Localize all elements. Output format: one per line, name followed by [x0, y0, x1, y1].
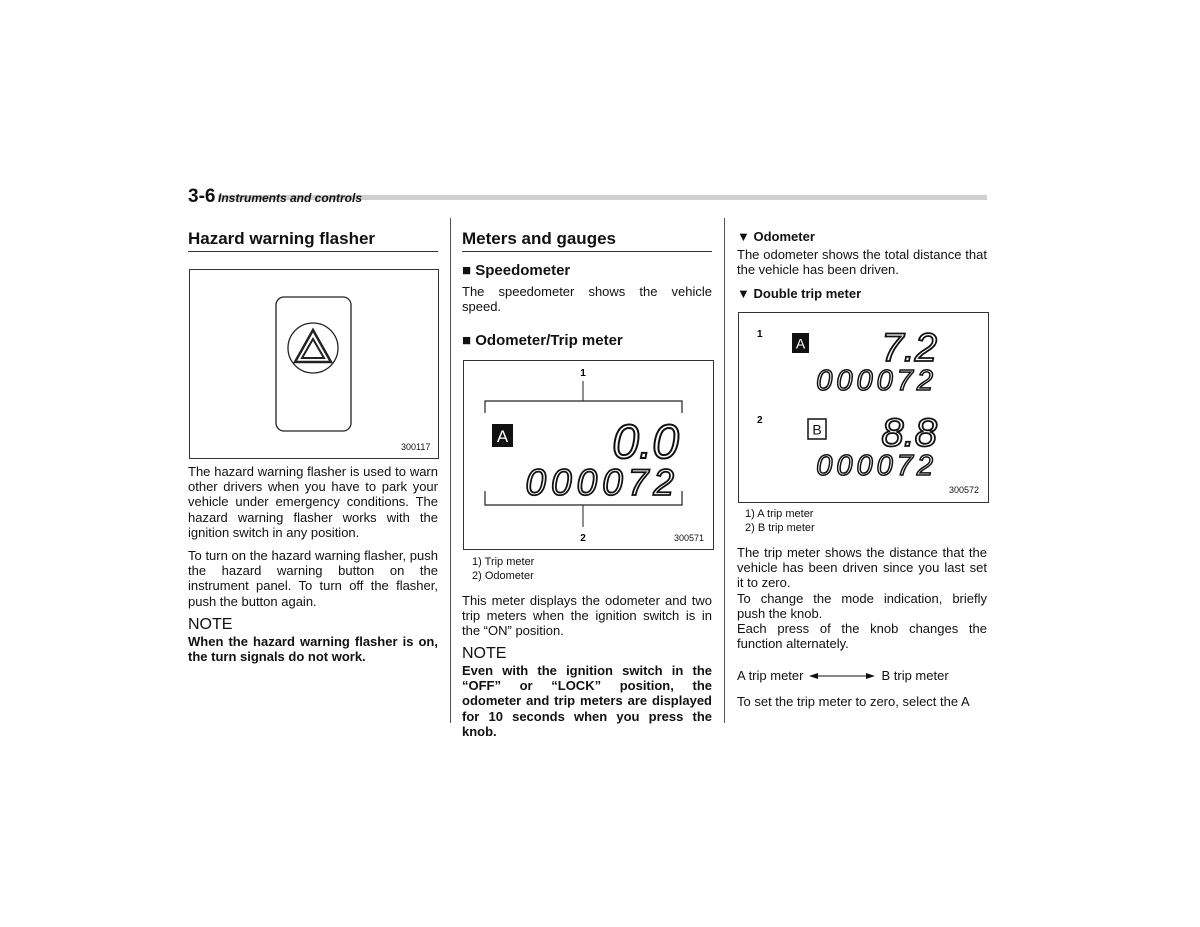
note-heading: NOTE	[188, 616, 233, 633]
cycle-right-label: B trip meter	[881, 668, 949, 683]
trip-para-3: Each press of the knob changes the function alternately.	[737, 621, 987, 652]
hazard-heading: Hazard warning flasher	[188, 229, 438, 252]
row1-odo-readout: 000072	[816, 365, 937, 397]
trip-para-4: To set the trip meter to zero, select the A	[737, 694, 970, 709]
mode-letter: A	[496, 427, 509, 446]
double-trip-figure	[738, 312, 989, 503]
odometer-subheading: ▼ Odometer	[737, 229, 815, 244]
note-heading: NOTE	[462, 645, 507, 662]
meters-heading: Meters and gauges	[462, 229, 712, 252]
legend-item: 2) Odometer	[472, 569, 534, 582]
figure-code: 300117	[401, 442, 431, 452]
double-trip-legend	[745, 508, 815, 535]
section-title: Instruments and controls	[218, 191, 363, 205]
square-bullet-icon: ■	[462, 332, 472, 349]
figure-code: 300572	[949, 485, 980, 495]
note-text: Even with the ignition switch in the “OFF” or “LOCK” position, the odometer and trip meters are displayed for 10 seconds when you press the knob.	[462, 663, 712, 739]
hazard-figure	[189, 269, 439, 459]
mode-cycle	[737, 668, 987, 683]
triangle-down-icon: ▼	[737, 229, 750, 244]
row2-number: 2	[757, 415, 763, 426]
row1-trip-readout: 7.2	[881, 326, 937, 370]
double-trip-subheading: ▼ Double trip meter	[737, 286, 862, 301]
row2-odo-readout: 000072	[816, 450, 937, 482]
column-divider	[450, 218, 451, 723]
hazard-para-1: The hazard warning flasher is used to warn other drivers when you have to park your vehicle under emergency conditions. The hazard warning flasher works with the ignition switch in any position.	[188, 464, 438, 540]
odometer-readout: 000072	[525, 462, 679, 503]
odometer-figure	[463, 360, 714, 550]
trip-readout: 0.0	[612, 416, 679, 469]
square-bullet-icon: ■	[462, 262, 472, 279]
trip-para-1: The trip meter shows the distance that the vehicle has been driven since you last set it to zero.	[737, 545, 987, 591]
row2-letter: B	[812, 421, 822, 438]
odotrip-heading: ■ Odometer/Trip meter	[462, 332, 623, 349]
double-arrow-icon	[809, 671, 875, 681]
column-divider	[724, 218, 725, 723]
hazard-button-illustration	[190, 270, 438, 458]
display-bracket-top	[485, 401, 682, 413]
legend-item: 1) A trip meter	[745, 508, 814, 520]
page-number: 3-6	[188, 186, 218, 208]
odometer-text: The odometer shows the total distance that the vehicle has been driven.	[737, 247, 987, 278]
note-text: When the hazard warning flasher is on, the turn signals do not work.	[188, 634, 438, 665]
speedometer-text: The speedometer shows the vehicle speed.	[462, 284, 712, 315]
row2-trip-readout: 8.8	[881, 411, 937, 455]
legend-item: 1) Trip meter	[472, 556, 535, 568]
callout-1: 1	[580, 368, 586, 379]
hazard-para-2: To turn on the hazard warning flasher, push the hazard warning button on the instrument panel. To turn off the flasher, push the button again.	[188, 548, 438, 609]
cycle-left-label: A trip meter	[737, 668, 804, 683]
meter-para: This meter displays the odometer and two trip meters when the ignition switch is in the “ON” position.	[462, 593, 712, 639]
row1-number: 1	[757, 329, 763, 340]
trip-paras	[737, 545, 987, 651]
triangle-down-icon: ▼	[737, 286, 750, 301]
legend-item: 2) B trip meter	[745, 521, 815, 534]
trip-para-2: To change the mode indication, briefly push the knob.	[737, 590, 987, 621]
double-trip-display-illustration	[739, 313, 988, 502]
odometer-display-illustration	[464, 361, 713, 549]
callout-2: 2	[580, 533, 586, 544]
speedometer-heading: ■ Speedometer	[462, 262, 571, 279]
row1-letter: A	[795, 335, 806, 352]
figure-code: 300571	[674, 533, 705, 543]
odometer-legend	[472, 556, 534, 583]
